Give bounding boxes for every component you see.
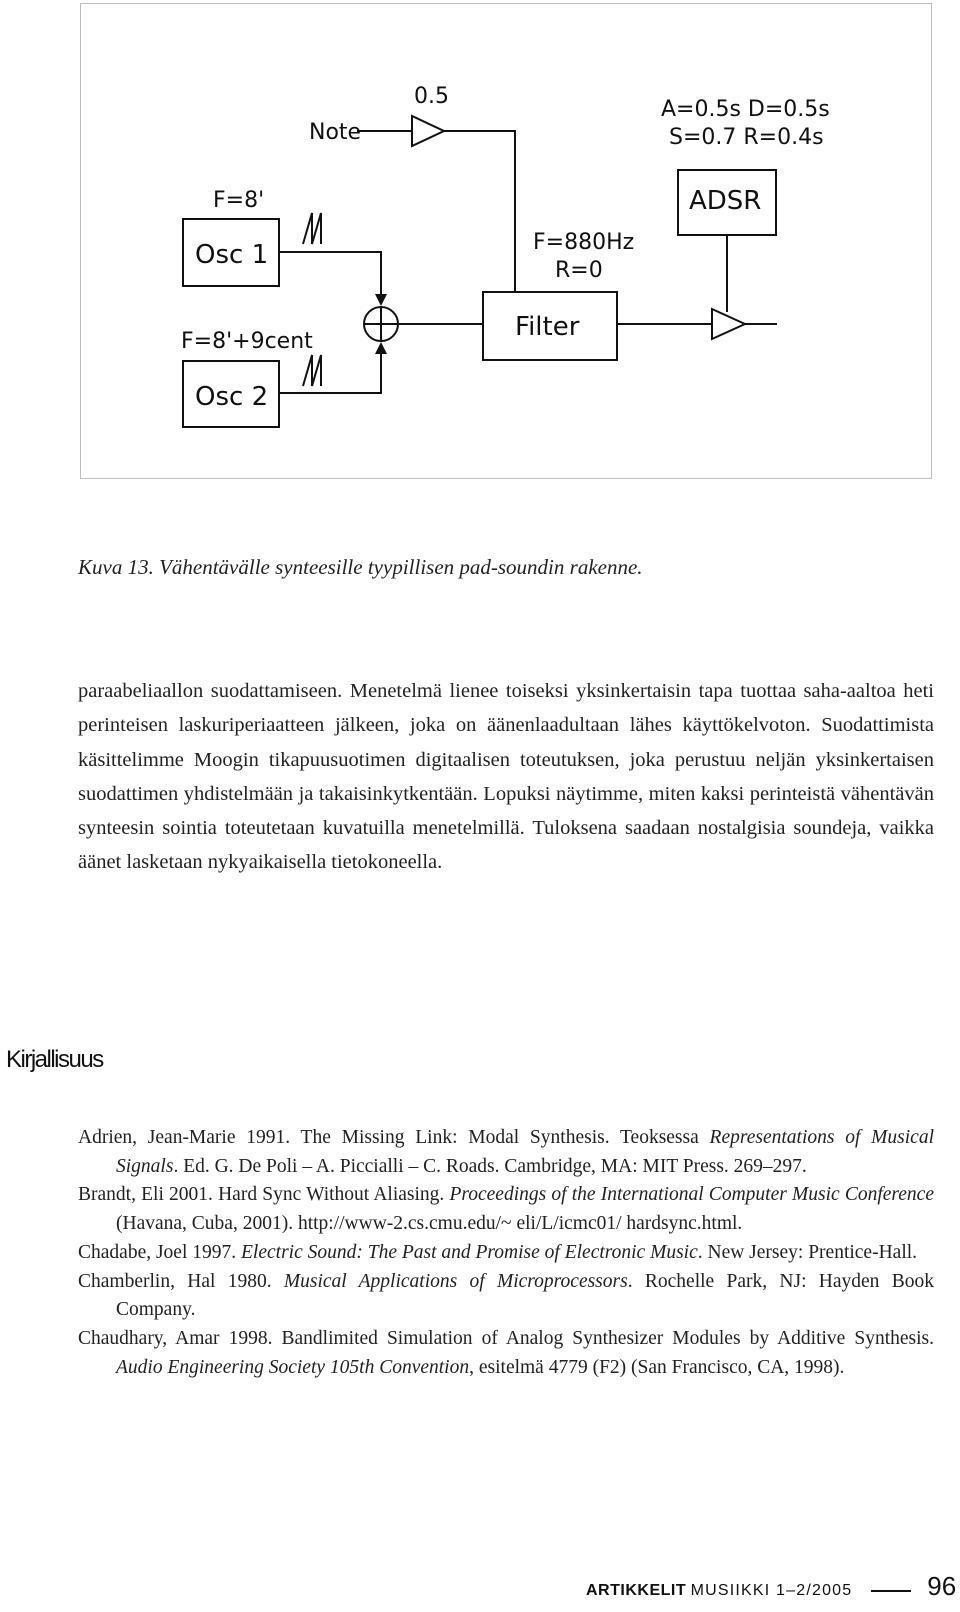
- osc1-signal-line: [279, 252, 381, 304]
- vca-amplifier: [712, 309, 745, 339]
- reference-item: Chaudhary, Amar 1998. Bandlimited Simulation of Analog Synthesizer Modules by Additive Synthesis. Audio Engineering Society 105th Convention, esitelmä 4779 (F2) (San Francisco, CA, 1998).: [78, 1327, 934, 1378]
- gain-value-label: 0.5: [414, 84, 449, 109]
- figure-caption: Kuva 13. Vähentävälle synteesille tyypillisen pad-soundin rakenne.: [78, 555, 643, 579]
- arrow-head-icon: [375, 342, 387, 354]
- page-number: 96: [927, 1571, 957, 1601]
- sawtooth-wave-icon: [303, 213, 321, 244]
- osc2-label: Osc 2: [195, 382, 269, 412]
- reference-item: Adrien, Jean-Marie 1991. The Missing Link: Modal Synthesis. Teoksessa Representations of Musical Signals. Ed. G. De Poli – A. Piccialli – C. Roads. Cambridge, MA: MIT Press. 269–297.: [78, 1127, 934, 1177]
- reference-list: [78, 1124, 934, 1382]
- page-footer: [586, 1571, 957, 1605]
- gain-to-filter-line: [444, 131, 515, 292]
- reference-item: Chamberlin, Hal 1980. Musical Applications of Microprocessors. Rochelle Park, NJ: Hayden Book Company.: [78, 1270, 934, 1321]
- adsr-label: ADSR: [689, 186, 762, 216]
- reference-item: Brandt, Eli 2001. Hard Sync Without Aliasing. Proceedings of the International Computer Music Conference (Havana, Cuba, 2001). http://www-2.cs.cmu.edu/~ eli/L/icmc01/ hardsync.html.: [78, 1184, 934, 1235]
- footer-rule: [871, 1590, 911, 1592]
- adsr-params-line1: A=0.5s D=0.5s: [661, 97, 830, 122]
- sawtooth-wave-icon: [303, 355, 321, 386]
- section-heading: Kirjallisuus: [6, 1046, 103, 1073]
- filter-freq-label: F=880Hz: [533, 230, 635, 255]
- filter-label: Filter: [515, 312, 580, 342]
- figure-frame: [80, 3, 932, 479]
- osc1-label: Osc 1: [195, 240, 269, 270]
- footer-section: ARTIKKELIT: [586, 1582, 687, 1599]
- body-paragraph: paraabeliaallon suodattamiseen. Menetelmä lienee toiseksi yksinkertaisin tapa tuottaa saha-aaltoa heti perinteisen laskuriperiaatteen jälkeen, joka on äänenlaadultaan lähes käyttökelvoton. Suodattimista käsittelimme Moogin tikapuusuotimen digitaalisen toteutuksen, joka perustuu neljän yksinkertaisen suodattimen yhdistelmään ja takaisinkytkentään. Lopuksi näytimme, miten kaksi perinteistä vähentävän synteesin sointia toteutetaan kuvatuilla menetelmillä. Tuloksena saadaan nostalgisia soundeja, vaikka äänet lasketaan nykyaikaisella tietokoneella.: [78, 680, 934, 874]
- osc1-freq-label: F=8': [213, 188, 265, 213]
- footer-journal: MUSIIKKI 1–2/2005: [690, 1582, 853, 1599]
- filter-resonance-label: R=0: [555, 258, 603, 283]
- note-label: Note: [309, 120, 362, 145]
- synth-diagram: [81, 4, 931, 478]
- adsr-params-line2: S=0.7 R=0.4s: [669, 125, 824, 150]
- reference-item: Chadabe, Joel 1997. Electric Sound: The Past and Promise of Electronic Music. New Jersey: Prentice-Hall.: [78, 1241, 918, 1263]
- gain-amplifier: [412, 116, 444, 146]
- osc2-freq-label: F=8'+9cent: [181, 329, 313, 354]
- arrow-head-icon: [375, 294, 387, 306]
